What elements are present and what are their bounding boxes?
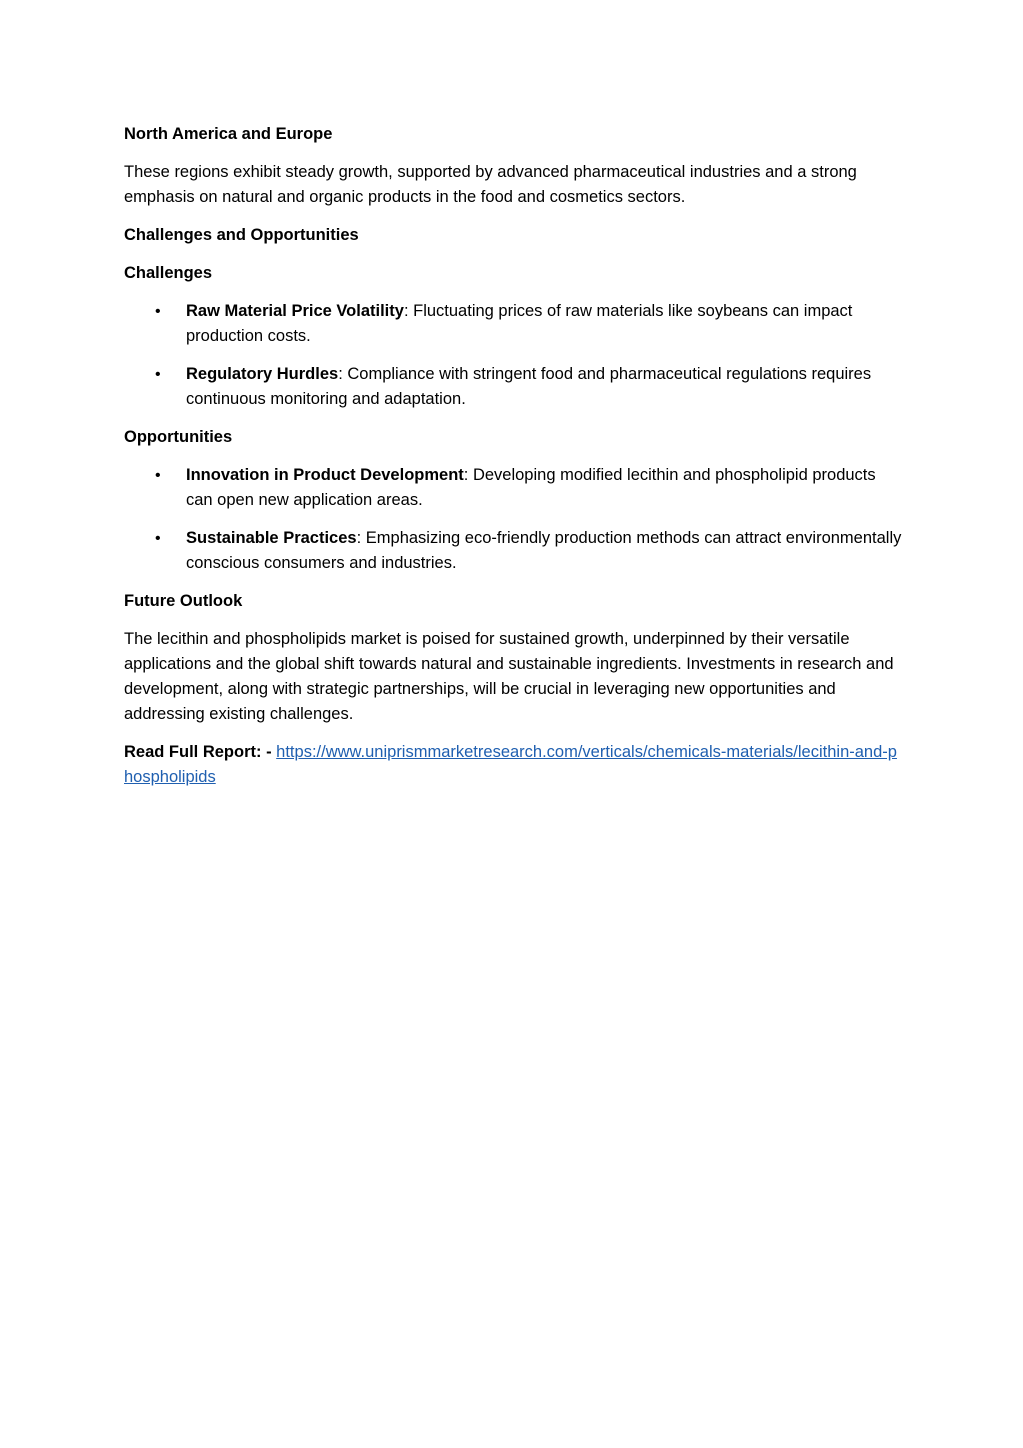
list-item bbox=[124, 362, 904, 412]
list-item-text: : Compliance with stringent food and pharmaceutical regulations requires continuous monitoring and adaptation. bbox=[186, 365, 872, 408]
report-label: Read Full Report: - bbox=[124, 743, 277, 761]
opportunities-list bbox=[124, 463, 904, 576]
list-item-term: Sustainable Practices bbox=[186, 529, 357, 547]
report-link[interactable]: https://www.uniprismmarketresearch.com/verticals/chemicals-materials/lecithin-and-phospholipids bbox=[124, 743, 897, 786]
challenges-heading: Challenges bbox=[124, 264, 213, 282]
bullet-icon: • bbox=[155, 467, 161, 484]
north-america-heading: North America and Europe bbox=[124, 125, 333, 143]
north-america-paragraph: These regions exhibit steady growth, supported by advanced pharmaceutical industries and a strong emphasis on natural and organic products in the food and cosmetics sectors. bbox=[124, 163, 857, 206]
list-item-text: : Fluctuating prices of raw materials like soybeans can impact production costs. bbox=[186, 302, 853, 345]
future-outlook-heading: Future Outlook bbox=[124, 592, 243, 610]
challenges-list bbox=[124, 299, 904, 412]
bullet-icon: • bbox=[155, 530, 161, 547]
list-item-term: Innovation in Product Development bbox=[186, 466, 464, 484]
opportunities-heading: Opportunities bbox=[124, 428, 233, 446]
read-report-line bbox=[124, 740, 904, 790]
list-item bbox=[124, 463, 904, 513]
list-item-term: Raw Material Price Volatility bbox=[186, 302, 404, 320]
list-item bbox=[124, 526, 904, 576]
list-item-term: Regulatory Hurdles bbox=[186, 365, 339, 383]
list-item-text: : Developing modified lecithin and phospholipid products can open new application areas. bbox=[186, 466, 876, 509]
bullet-icon: • bbox=[155, 303, 161, 320]
challenges-opportunities-heading: Challenges and Opportunities bbox=[124, 226, 359, 244]
document-page bbox=[124, 122, 904, 803]
future-outlook-paragraph: The lecithin and phospholipids market is poised for sustained growth, underpinned by their versatile applications and the global shift towards natural and sustainable ingredients. Investments in research and development, along with strategic partnerships, will be crucial in leveraging new opportunities and addressing existing challenges. bbox=[124, 630, 894, 723]
list-item-text: : Emphasizing eco-friendly production methods can attract environmentally conscious consumers and industries. bbox=[186, 529, 902, 572]
list-item bbox=[124, 299, 904, 349]
bullet-icon: • bbox=[155, 366, 161, 383]
